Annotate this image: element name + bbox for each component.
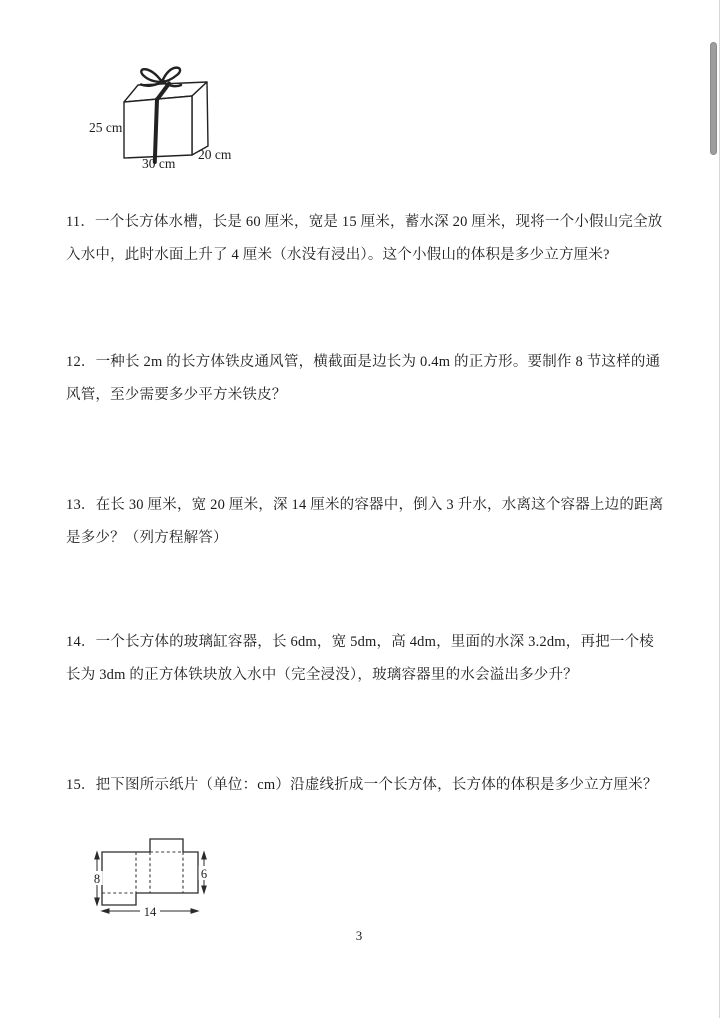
- gift-box-drawing: [124, 68, 208, 162]
- problem-11-line-1: 11．一个长方体水槽，长是 60 厘米，宽是 15 厘米，蓄水深 20 厘米，现将一个小假山完全放: [66, 214, 663, 230]
- box-height-label: 25 cm: [89, 120, 123, 135]
- gift-box-figure: [80, 58, 250, 176]
- net-left-dimension-label: 8: [93, 872, 101, 886]
- problem-11: [66, 206, 666, 272]
- problem-12: [66, 346, 666, 412]
- problem-13-line-2: 是多少？（列方程解答）: [66, 530, 228, 546]
- problem-12-line-2: 风管，至少需要多少平方米铁皮？: [66, 387, 287, 403]
- problem-15-line-1: 15．把下图所示纸片（单位：cm）沿虚线折成一个长方体，长方体的体积是多少立方厘米？: [66, 777, 658, 793]
- box-width-label: 30 cm: [142, 156, 176, 171]
- ribbon-front-band: [155, 99, 157, 162]
- scrollbar-thumb[interactable]: [710, 42, 717, 155]
- problem-14-line-2: 长为 3dm 的正方体铁块放入水中（完全浸没），玻璃容器里的水会溢出多少升？: [66, 667, 578, 683]
- box-depth-label: 20 cm: [198, 147, 232, 162]
- box-right-face: [192, 82, 208, 155]
- problem-14: [66, 626, 666, 692]
- problem-15: [66, 769, 666, 802]
- page-number: 3: [355, 928, 363, 943]
- problem-13-line-1: 13．在长 30 厘米，宽 20 厘米，深 14 厘米的容器中，倒入 3 升水，水离这个容器上边的距离: [66, 497, 664, 513]
- problem-14-line-1: 14．一个长方体的玻璃缸容器，长 6dm，宽 5dm，高 4dm，里面的水深 3.2dm，再把一个棱: [66, 634, 654, 650]
- net-bottom-dimension-label: 14: [143, 905, 157, 919]
- box-net-figure: [88, 833, 233, 928]
- problem-13: [66, 489, 666, 555]
- problem-12-line-1: 12．一种长 2m 的长方体铁皮通风管，横截面是边长为 0.4m 的正方形。要制作 8 节这样的通: [66, 354, 661, 370]
- net-right-dimension-label: 6: [200, 867, 208, 881]
- net-outline: [102, 839, 198, 905]
- problem-11-line-2: 入水中，此时水面上升了 4 厘米（水没有浸出）。这个小假山的体积是多少立方厘米?: [66, 247, 610, 263]
